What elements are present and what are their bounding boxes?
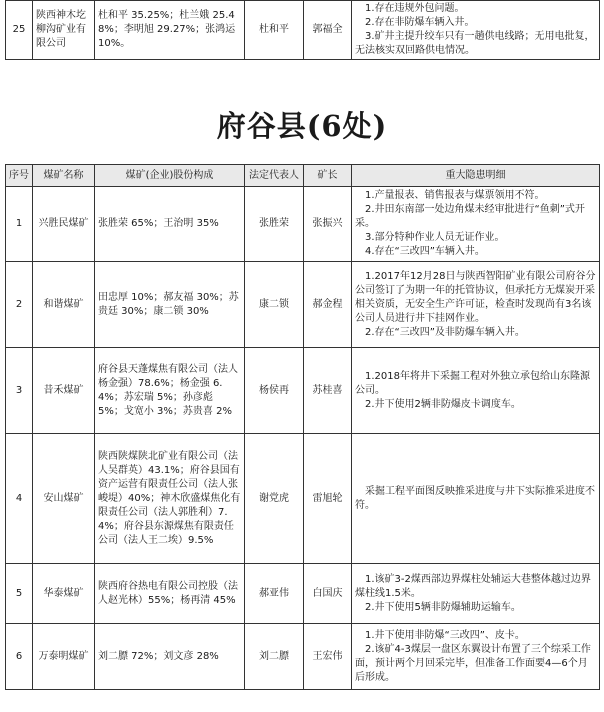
hazard-line: 2.井下使用5辆非防爆辅助运输车。 (365, 601, 521, 613)
table-row (6, 434, 600, 564)
mine-name: 兴胜民煤矿 (33, 187, 95, 262)
legal-representative: 郝亚伟 (245, 564, 304, 624)
legal-representative: 刘二膘 (245, 624, 304, 690)
share-structure: 陕西陕煤陕北矿业有限公司（法人吴群英）43.1%；府谷县国有资产运营有限责任公司（法人张峻堤）40%；神木欣盛煤焦化有限责任公司（法人郭胜利）7.4%；府谷县东源煤焦有限责任公司（法人王二埃）9.5% (95, 434, 245, 564)
hazard-line: 1.2018年将井下采掘工程对外独立承包给山东隆源公司。 (355, 370, 590, 396)
hazard-line: 1.产量报表、销售报表与煤票领用不符。 (365, 190, 545, 201)
legal-representative: 张胜荣 (245, 187, 304, 262)
table-row (6, 624, 600, 690)
share-structure: 张胜荣 65%；王治明 35% (95, 187, 245, 262)
row-number: 5 (6, 564, 33, 624)
hazard-line: 2.存在“三改四”及非防爆车辆入井。 (365, 326, 525, 338)
hazard-line: 1.存在违规外包问题。 (365, 3, 465, 14)
row-number: 3 (6, 348, 33, 434)
row-number: 25 (6, 1, 33, 60)
header-manager: 矿长 (304, 165, 352, 187)
hazard-line: 2.该矿4-3煤层一盘区东翼设计布置了三个综采工作面，预计两个月回采完毕，但准备工作面要4—6个月后形成。 (355, 643, 591, 683)
hazard-details (352, 1, 600, 60)
mine-manager: 白国庆 (304, 564, 352, 624)
mine-manager: 苏桂喜 (304, 348, 352, 434)
share-structure: 田忠厚 10%；郝友福 30%；苏贵廷 30%；康二锁 30% (95, 262, 245, 348)
top-continued-table (5, 0, 600, 60)
row-number: 6 (6, 624, 33, 690)
header-hazards: 重大隐患明细 (352, 165, 600, 187)
row-number: 1 (6, 187, 33, 262)
hazard-line: 1.该矿3-2煤西部边界煤柱处辅运大巷整体越过边界煤柱线1.5米。 (355, 573, 591, 599)
mine-manager: 张振兴 (304, 187, 352, 262)
hazard-line: 3.部分特种作业人员无证作业。 (365, 232, 505, 243)
hazard-line: 2.井田东南部一处边角煤未经审批进行“鱼刺”式开采。 (355, 204, 585, 229)
table-header-row (6, 165, 600, 187)
hazard-line: 2.存在非防爆车辆入井。 (365, 17, 475, 28)
legal-representative: 杨侯再 (245, 348, 304, 434)
hazard-details (352, 624, 600, 690)
share-structure: 刘二膘 72%；刘文彦 28% (95, 624, 245, 690)
header-mine-name: 煤矿名称 (33, 165, 95, 187)
hazard-line: 2.井下使用2辆非防爆皮卡调度车。 (365, 398, 521, 410)
hazard-line: 采掘工程平面图反映推采进度与井下实际推采进度不符。 (355, 485, 595, 511)
mine-name: 华泰煤矿 (33, 564, 95, 624)
row-number: 4 (6, 434, 33, 564)
row-number: 2 (6, 262, 33, 348)
hazard-details (352, 434, 600, 564)
header-shares: 煤矿(企业)股份构成 (95, 165, 245, 187)
legal-representative: 杜和平 (245, 1, 304, 60)
share-structure: 陕西府谷热电有限公司控股（法人赵光林）55%；杨再清 45% (95, 564, 245, 624)
legal-representative: 康二锁 (245, 262, 304, 348)
hazard-line: 1.2017年12月28日与陕西智阳矿业有限公司府谷分公司签订了为期一年的托管协议，但承托方无煤炭开采相关资质，无安全生产许可证，检查时发现尚有3名该公司人员进行井下挂网作业。 (355, 270, 596, 324)
mine-manager: 郝金程 (304, 262, 352, 348)
header-legal-rep: 法定代表人 (245, 165, 304, 187)
hazard-line: 1.井下使用非防爆“三改四”、皮卡。 (365, 629, 525, 641)
table-row (6, 348, 600, 434)
hazard-details (352, 348, 600, 434)
hazard-details (352, 262, 600, 348)
mine-hazard-table (5, 164, 600, 690)
section-title: 府谷县(6处) (216, 109, 388, 143)
table-row (6, 187, 600, 262)
share-structure: 府谷县天蓬煤焦有限公司（法人杨金强）78.6%；杨金强 6.4%；苏宏瑞 5%；孙彦彪 5%；戈宽小 3%；苏贵喜 2% (95, 348, 245, 434)
hazard-details (352, 187, 600, 262)
hazard-line: 3.矿井主提升绞车只有一趟供电线路；无用电批复，无法核实双回路供电情况。 (355, 31, 595, 56)
hazard-details (352, 564, 600, 624)
mine-name: 万泰明煤矿 (33, 624, 95, 690)
mine-manager: 雷旭轮 (304, 434, 352, 564)
mine-manager: 郭福全 (304, 1, 352, 60)
header-number: 序号 (6, 165, 33, 187)
legal-representative: 谢党虎 (245, 434, 304, 564)
table-row (6, 1, 600, 60)
mine-name: 安山煤矿 (33, 434, 95, 564)
table-row (6, 262, 600, 348)
mine-name: 陕西神木圪柳沟矿业有限公司 (33, 1, 95, 60)
hazard-line: 4.存在“三改四”车辆入井。 (365, 246, 485, 257)
share-structure: 杜和平 35.25%；杜兰娥 25.48%；李明旭 29.27%；张鸿运 10%。 (95, 1, 245, 60)
table-row (6, 564, 600, 624)
mine-name: 和谐煤矿 (33, 262, 95, 348)
mine-name: 昔禾煤矿 (33, 348, 95, 434)
mine-manager: 王宏伟 (304, 624, 352, 690)
